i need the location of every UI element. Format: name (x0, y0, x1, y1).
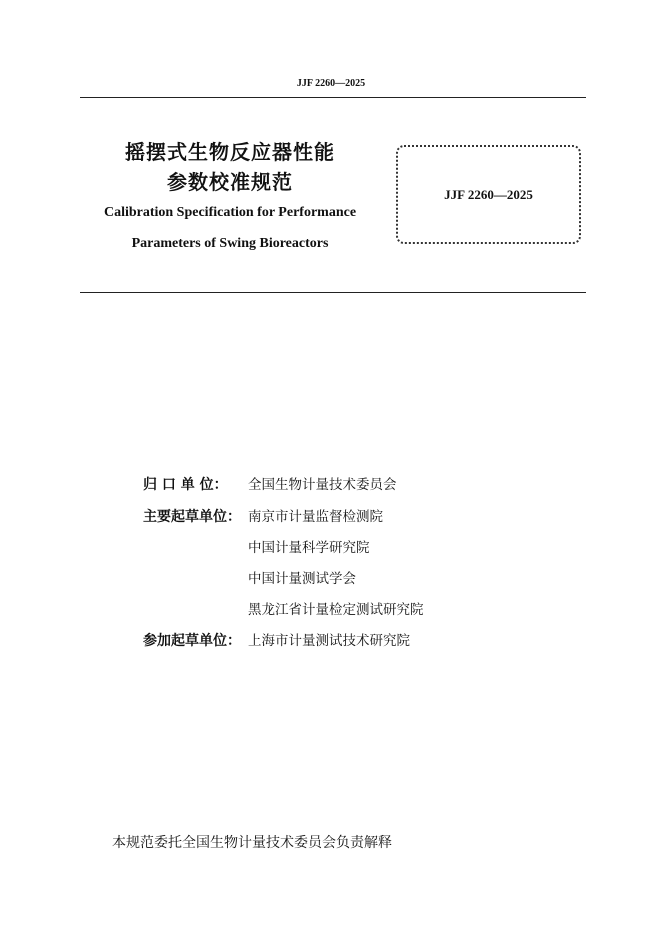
title-en-line2: Parameters of Swing Bioreactors (131, 236, 329, 251)
participating-unit-label: 参加起草单位： (143, 633, 241, 649)
title-en-line1: Calibration Specification for Performance (103, 205, 357, 220)
main-drafting-unit-label: 主要起草单位： (143, 509, 241, 525)
responsible-unit-label: 归 口 单 位： (143, 477, 228, 493)
header-standard-code: JJF 2260—2025 (296, 78, 366, 89)
responsible-unit-value: 全国生物计量技术委员会 (248, 477, 397, 493)
main-drafting-unit-row (143, 505, 383, 526)
standard-code-text: JJF 2260—2025 (444, 186, 533, 202)
main-drafting-unit-value-2: 中国计量科学研究院 (248, 540, 370, 556)
participating-unit-row (143, 629, 410, 650)
interpretation-note: 本规范委托全国生物计量技术委员会负责解释 (112, 835, 392, 851)
main-drafting-unit-value-4: 黑龙江省计量检定测试研究院 (248, 602, 424, 618)
top-divider (80, 97, 586, 98)
title-cn-line2: 参数校准规范 (167, 170, 293, 194)
participating-unit-value: 上海市计量测试技术研究院 (248, 633, 410, 649)
middle-divider (80, 292, 586, 293)
main-drafting-unit-row (143, 536, 370, 556)
title-cn-line1: 摇摆式生物反应器性能 (125, 140, 335, 164)
standard-code-box (396, 145, 581, 244)
main-drafting-unit-row (143, 598, 424, 618)
main-drafting-unit-value-3: 中国计量测试学会 (248, 571, 356, 587)
responsible-unit-row (143, 473, 397, 494)
main-drafting-unit-value-1: 南京市计量监督检测院 (248, 509, 383, 525)
main-drafting-unit-row (143, 567, 356, 587)
